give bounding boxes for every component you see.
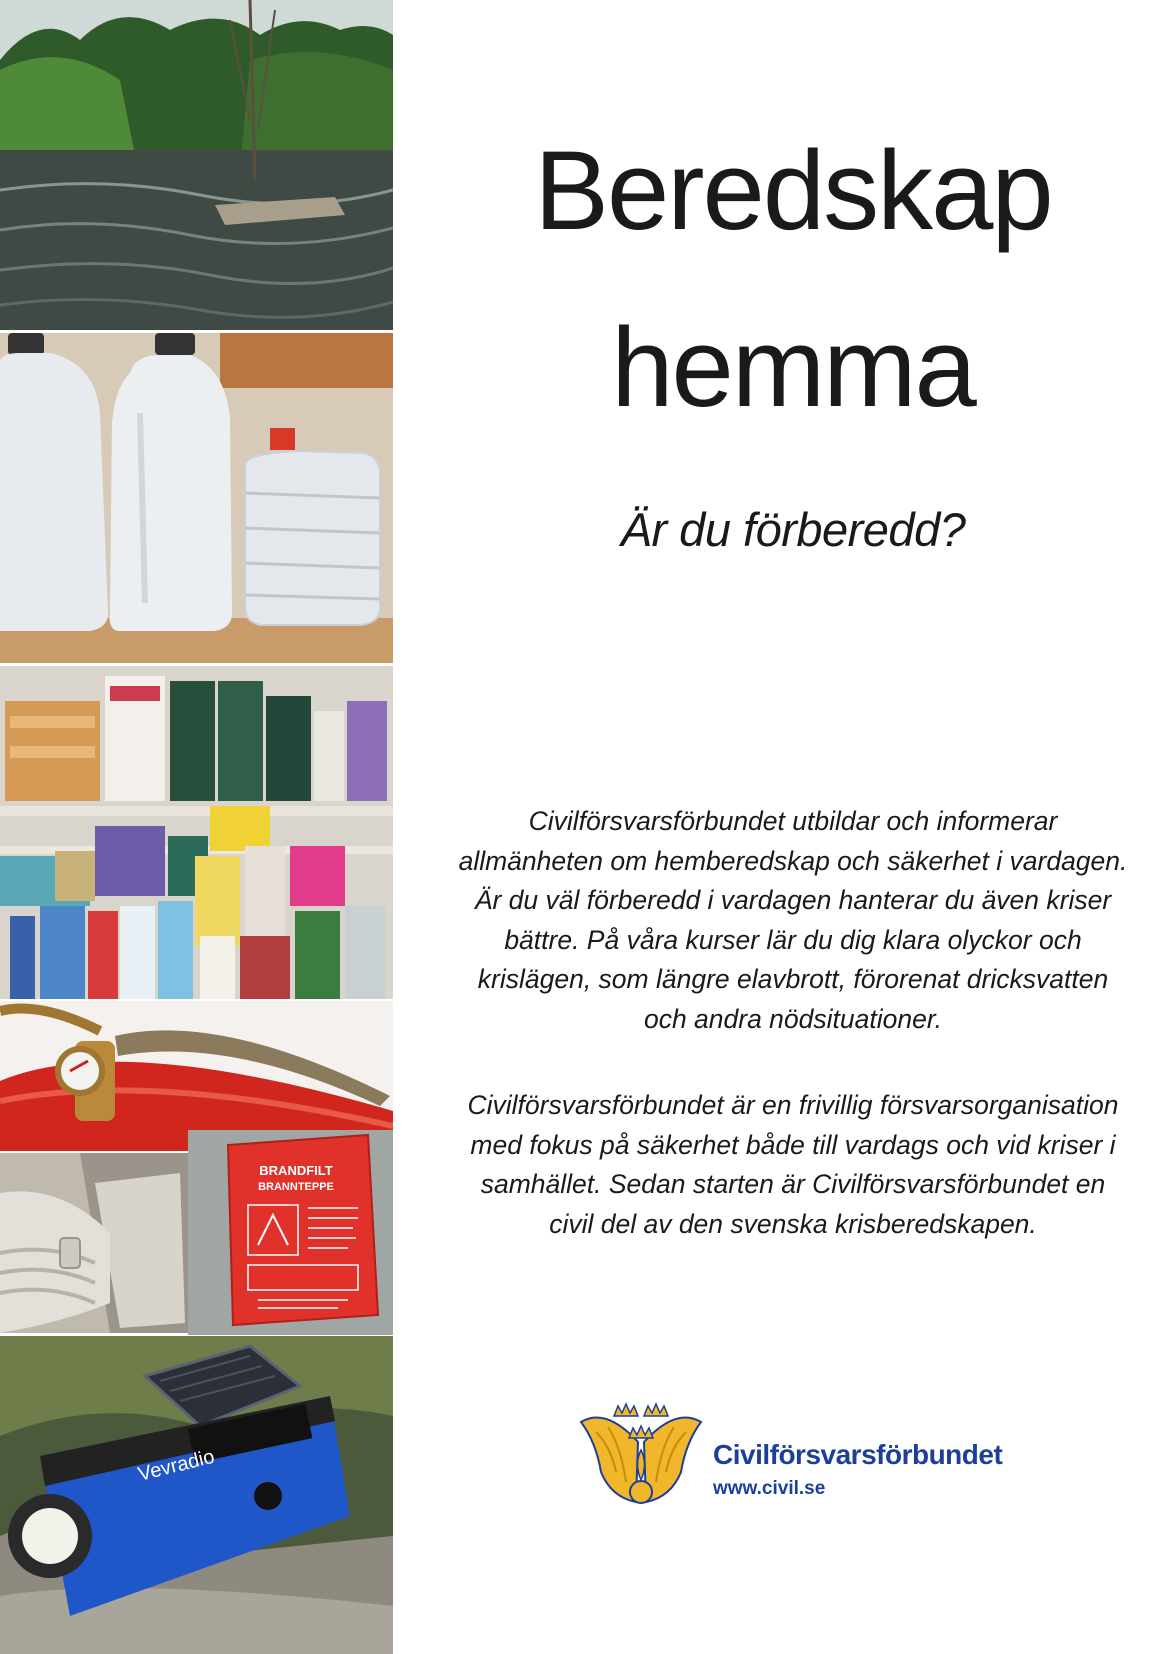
photo-smoke-detector	[0, 1153, 188, 1333]
photo-crank-radio	[0, 1336, 393, 1654]
photo-fire-extinguisher	[0, 1001, 393, 1151]
photo-flooded-forest	[0, 0, 393, 330]
blanket-label-2: BRANNTEPPE	[258, 1181, 334, 1193]
blanket-label-1: BRANDFILT	[259, 1163, 333, 1178]
body-paragraph-2: Civilförsvarsförbundet är en frivillig försvarsorganisation med fokus på säkerhet både till vardags och vid kriser i samhället. Sedan starten är Civilförsvarsförbundet en civil del av den svenska krisberedskapen.	[467, 1090, 1119, 1239]
photo-water-containers	[0, 333, 393, 663]
logo-organization-name: Civilförsvarsförbundet	[713, 1439, 1003, 1470]
page-title-line-1: Beredskap	[534, 128, 1052, 253]
page-title-line-2: hemma	[611, 305, 975, 430]
radio-brand-label: Vevradio	[135, 1445, 217, 1486]
page-subtitle: Är du förberedd?	[620, 503, 966, 556]
photo-fire-blanket	[188, 1130, 393, 1335]
photo-column	[0, 0, 393, 1654]
body-paragraph-1: Civilförsvarsförbundet utbildar och informerar allmänheten om hemberedskap och säkerhet i vardagen. Är du väl förberedd i vardagen hanterar du även kriser bättre. På våra kurser lär du dig klara olyckor och krislägen, som längre elavbrott, förorenat dricksvatten och andra nödsituationer.	[458, 806, 1128, 1034]
crowns-emblem-icon	[576, 1402, 706, 1510]
photo-pantry-shelves	[0, 666, 393, 999]
organization-logo[interactable]	[576, 1402, 1003, 1512]
logo-website-link[interactable]: www.civil.se	[713, 1478, 826, 1499]
